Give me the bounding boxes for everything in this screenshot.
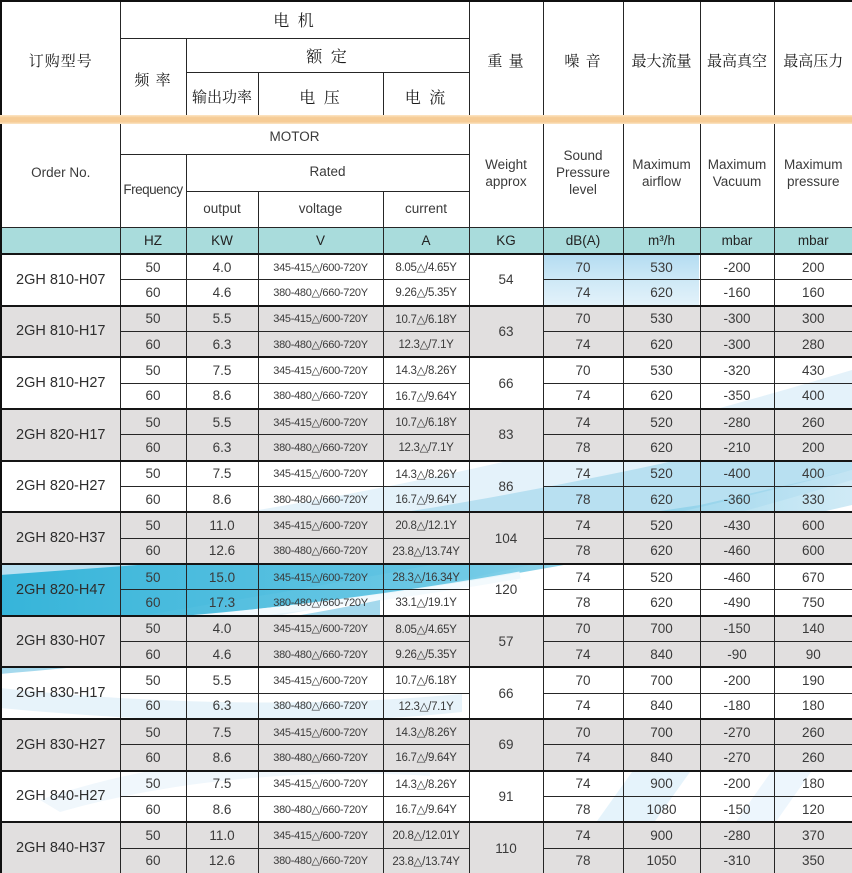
cell-model: 2GH 810-H27 [1,357,120,409]
cell-voltage: 380-480△/660-720Y [258,745,383,771]
header-voltage-cn: 电 压 [258,72,383,120]
cell-model: 2GH 820-H37 [1,512,120,564]
cell-airflow: 840 [623,693,700,719]
cell-weight: 110 [469,822,543,873]
cell-noise: 74 [543,383,623,409]
cell-weight: 66 [469,667,543,719]
cell-airflow: 1050 [623,848,700,873]
cell-noise: 74 [543,564,623,590]
cell-airflow: 530 [623,357,700,383]
cell-model: 2GH 820-H47 [1,564,120,616]
header-output-en: output [186,191,258,227]
cell-noise: 78 [543,848,623,873]
cell-voltage: 380-480△/660-720Y [258,486,383,512]
cell-airflow: 620 [623,486,700,512]
cell-airflow: 700 [623,719,700,745]
table-row [1,616,852,642]
cell-pressure: 260 [774,409,852,435]
cell-airflow: 900 [623,822,700,848]
cell-output: 8.6 [186,796,258,822]
cell-noise: 78 [543,796,623,822]
cell-current: 14.3△/8.26Y [383,461,469,487]
cell-frequency: 60 [120,590,186,616]
cell-noise: 78 [543,538,623,564]
cell-frequency: 60 [120,796,186,822]
cell-voltage: 345-415△/600-720Y [258,564,383,590]
cell-airflow: 620 [623,280,700,306]
cell-noise: 74 [543,409,623,435]
cell-current: 8.05△/4.65Y [383,254,469,280]
cell-noise: 70 [543,719,623,745]
cell-model: 2GH 810-H17 [1,306,120,358]
cell-vacuum: -210 [700,435,774,461]
cell-output: 8.6 [186,745,258,771]
cell-current: 14.3△/8.26Y [383,719,469,745]
cell-vacuum: -200 [700,667,774,693]
cell-vacuum: -270 [700,719,774,745]
cell-vacuum: -270 [700,745,774,771]
unit-vacuum: mbar [700,227,774,254]
cell-voltage: 345-415△/600-720Y [258,719,383,745]
cell-airflow: 700 [623,667,700,693]
cell-pressure: 260 [774,719,852,745]
table-row [1,461,852,487]
cell-pressure: 200 [774,254,852,280]
cell-vacuum: -150 [700,616,774,642]
cell-vacuum: -360 [700,486,774,512]
cell-voltage: 345-415△/600-720Y [258,254,383,280]
cell-vacuum: -300 [700,331,774,357]
cell-airflow: 620 [623,590,700,616]
cell-voltage: 380-480△/660-720Y [258,848,383,873]
cell-output: 7.5 [186,719,258,745]
cell-noise: 78 [543,435,623,461]
cell-frequency: 60 [120,280,186,306]
cell-voltage: 380-480△/660-720Y [258,796,383,822]
cell-airflow: 520 [623,461,700,487]
cell-vacuum: -310 [700,848,774,873]
cell-vacuum: -350 [700,383,774,409]
cell-vacuum: -150 [700,796,774,822]
cell-vacuum: -430 [700,512,774,538]
cell-current: 10.7△/6.18Y [383,667,469,693]
cell-pressure: 90 [774,641,852,667]
header-noise-en: Sound Pressure level [543,120,623,227]
header-airflow-en: Maximum airflow [623,120,700,227]
cell-voltage: 345-415△/600-720Y [258,357,383,383]
table-row [1,848,852,873]
table-row [1,771,852,797]
cell-current: 9.26△/5.35Y [383,641,469,667]
cell-noise: 78 [543,590,623,616]
cell-output: 4.0 [186,616,258,642]
cell-output: 7.5 [186,357,258,383]
cell-vacuum: -320 [700,357,774,383]
cell-frequency: 50 [120,667,186,693]
cell-pressure: 750 [774,590,852,616]
cell-frequency: 60 [120,383,186,409]
table-row [1,641,852,667]
cell-noise: 70 [543,667,623,693]
cell-output: 12.6 [186,848,258,873]
cell-current: 10.7△/6.18Y [383,306,469,332]
cell-airflow: 620 [623,538,700,564]
cell-frequency: 50 [120,461,186,487]
cell-pressure: 430 [774,357,852,383]
cell-current: 12.3△/7.1Y [383,693,469,719]
cell-noise: 78 [543,486,623,512]
cell-current: 14.3△/8.26Y [383,357,469,383]
cell-weight: 83 [469,409,543,461]
cell-airflow: 520 [623,512,700,538]
cell-airflow: 700 [623,616,700,642]
cell-voltage: 345-415△/600-720Y [258,667,383,693]
cell-voltage: 380-480△/660-720Y [258,693,383,719]
cell-pressure: 260 [774,745,852,771]
cell-output: 6.3 [186,435,258,461]
cell-voltage: 345-415△/600-720Y [258,771,383,797]
cell-output: 6.3 [186,693,258,719]
cell-current: 14.3△/8.26Y [383,771,469,797]
table-row [1,693,852,719]
cell-noise: 74 [543,693,623,719]
header-pressure-en: Maximum pressure [774,120,852,227]
table-row [1,745,852,771]
cell-frequency: 50 [120,409,186,435]
table-row [1,331,852,357]
cell-output: 17.3 [186,590,258,616]
table-row [1,254,852,280]
cell-vacuum: -400 [700,461,774,487]
cell-noise: 74 [543,822,623,848]
cell-output: 4.6 [186,641,258,667]
cell-pressure: 180 [774,693,852,719]
cell-current: 9.26△/5.35Y [383,280,469,306]
cell-output: 12.6 [186,538,258,564]
unit-order [1,227,120,254]
cell-current: 23.8△/13.74Y [383,848,469,873]
table-row [1,822,852,848]
cell-vacuum: -460 [700,564,774,590]
cell-noise: 70 [543,357,623,383]
cell-frequency: 60 [120,693,186,719]
cell-current: 16.7△/9.64Y [383,745,469,771]
cell-frequency: 50 [120,616,186,642]
cell-model: 2GH 840-H37 [1,822,120,873]
unit-noise: dB(A) [543,227,623,254]
cell-noise: 74 [543,641,623,667]
cell-noise: 74 [543,331,623,357]
cell-vacuum: -490 [700,590,774,616]
cell-current: 33.1△/19.1Y [383,590,469,616]
cell-current: 20.8△/12.1Y [383,512,469,538]
cell-frequency: 60 [120,745,186,771]
table-row [1,357,852,383]
table-row [1,306,852,332]
cell-voltage: 345-415△/600-720Y [258,306,383,332]
cell-output: 11.0 [186,822,258,848]
cell-pressure: 600 [774,512,852,538]
header-current-cn: 电 流 [383,72,469,120]
cell-noise: 74 [543,771,623,797]
cell-vacuum: -460 [700,538,774,564]
table-row [1,409,852,435]
cell-airflow: 840 [623,641,700,667]
cell-model: 2GH 830-H07 [1,616,120,668]
unit-airflow: m³/h [623,227,700,254]
cell-output: 11.0 [186,512,258,538]
cell-voltage: 380-480△/660-720Y [258,280,383,306]
unit-pressure: mbar [774,227,852,254]
cell-weight: 66 [469,357,543,409]
table-row [1,512,852,538]
cell-frequency: 60 [120,331,186,357]
cell-output: 8.6 [186,383,258,409]
cell-frequency: 60 [120,848,186,873]
cell-pressure: 280 [774,331,852,357]
cell-model: 2GH 830-H17 [1,667,120,719]
cell-pressure: 200 [774,435,852,461]
cell-frequency: 50 [120,771,186,797]
table-row [1,564,852,590]
cell-frequency: 50 [120,254,186,280]
cell-weight: 54 [469,254,543,306]
cell-airflow: 530 [623,306,700,332]
cell-output: 7.5 [186,771,258,797]
cell-airflow: 520 [623,564,700,590]
unit-frequency: HZ [120,227,186,254]
cell-vacuum: -160 [700,280,774,306]
cell-vacuum: -280 [700,822,774,848]
cell-pressure: 400 [774,383,852,409]
header-weight-cn: 重 量 [469,1,543,120]
cell-frequency: 50 [120,719,186,745]
cell-frequency: 50 [120,306,186,332]
cell-voltage: 345-415△/600-720Y [258,822,383,848]
cell-current: 16.7△/9.64Y [383,383,469,409]
cell-model: 2GH 840-H27 [1,771,120,823]
cell-current: 10.7△/6.18Y [383,409,469,435]
table-row [1,486,852,512]
cell-airflow: 520 [623,409,700,435]
cell-current: 16.7△/9.64Y [383,796,469,822]
header-noise-cn: 噪 音 [543,1,623,120]
cell-pressure: 180 [774,771,852,797]
cell-voltage: 345-415△/600-720Y [258,616,383,642]
cell-frequency: 50 [120,822,186,848]
cell-current: 16.7△/9.64Y [383,486,469,512]
cell-voltage: 380-480△/660-720Y [258,435,383,461]
cell-output: 5.5 [186,306,258,332]
cell-frequency: 60 [120,641,186,667]
table-row [1,590,852,616]
cell-vacuum: -90 [700,641,774,667]
cell-pressure: 370 [774,822,852,848]
cell-weight: 120 [469,564,543,616]
cell-vacuum: -200 [700,771,774,797]
cell-pressure: 300 [774,306,852,332]
header-rated-en: Rated [186,154,469,191]
cell-airflow: 620 [623,383,700,409]
cell-voltage: 345-415△/600-720Y [258,512,383,538]
cell-voltage: 380-480△/660-720Y [258,538,383,564]
unit-current: A [383,227,469,254]
cell-pressure: 600 [774,538,852,564]
unit-output: KW [186,227,258,254]
cell-model: 2GH 820-H27 [1,461,120,513]
cell-current: 23.8△/13.74Y [383,538,469,564]
cell-model: 2GH 810-H07 [1,254,120,306]
cell-pressure: 670 [774,564,852,590]
cell-noise: 74 [543,512,623,538]
cell-current: 28.3△/16.34Y [383,564,469,590]
table-row [1,796,852,822]
header-airflow-cn: 最大流量 [623,1,700,120]
table-row [1,667,852,693]
table-row [1,383,852,409]
cell-airflow: 900 [623,771,700,797]
header-current-en: current [383,191,469,227]
cell-current: 8.05△/4.65Y [383,616,469,642]
cell-vacuum: -180 [700,693,774,719]
header-motor-en: MOTOR [120,120,469,154]
cell-pressure: 400 [774,461,852,487]
cell-airflow: 1080 [623,796,700,822]
cell-voltage: 345-415△/600-720Y [258,409,383,435]
cell-noise: 70 [543,616,623,642]
table-row [1,538,852,564]
cell-output: 5.5 [186,409,258,435]
header-order-no-en: Order No. [1,120,120,227]
section-divider-band [0,115,852,124]
cell-pressure: 330 [774,486,852,512]
cell-output: 4.0 [186,254,258,280]
cell-output: 7.5 [186,461,258,487]
cell-output: 6.3 [186,331,258,357]
cell-pressure: 120 [774,796,852,822]
cell-model: 2GH 820-H17 [1,409,120,461]
header-frequency-cn: 频 率 [120,38,186,120]
header-motor-cn: 电 机 [120,1,469,38]
header-pressure-cn: 最高压力 [774,1,852,120]
header-frequency-en: Frequency [120,154,186,227]
cell-voltage: 380-480△/660-720Y [258,383,383,409]
cell-airflow: 530 [623,254,700,280]
cell-pressure: 350 [774,848,852,873]
cell-frequency: 60 [120,486,186,512]
cell-weight: 86 [469,461,543,513]
header-rated-cn: 额 定 [186,38,469,72]
cell-noise: 74 [543,280,623,306]
cell-vacuum: -200 [700,254,774,280]
cell-voltage: 380-480△/660-720Y [258,641,383,667]
cell-output: 5.5 [186,667,258,693]
cell-voltage: 380-480△/660-720Y [258,590,383,616]
cell-current: 20.8△/12.01Y [383,822,469,848]
cell-frequency: 50 [120,564,186,590]
cell-airflow: 840 [623,745,700,771]
cell-noise: 70 [543,254,623,280]
cell-output: 15.0 [186,564,258,590]
cell-frequency: 50 [120,512,186,538]
cell-current: 12.3△/7.1Y [383,435,469,461]
cell-noise: 74 [543,461,623,487]
header-order-no-cn: 订购型号 [1,1,120,120]
table-row [1,435,852,461]
cell-output: 4.6 [186,280,258,306]
cell-frequency: 50 [120,357,186,383]
cell-weight: 57 [469,616,543,668]
cell-vacuum: -300 [700,306,774,332]
cell-output: 8.6 [186,486,258,512]
cell-current: 12.3△/7.1Y [383,331,469,357]
cell-voltage: 345-415△/600-720Y [258,461,383,487]
header-vacuum-cn: 最高真空 [700,1,774,120]
cell-weight: 104 [469,512,543,564]
unit-weight: KG [469,227,543,254]
unit-voltage: V [258,227,383,254]
cell-airflow: 620 [623,435,700,461]
cell-noise: 70 [543,306,623,332]
cell-noise: 74 [543,745,623,771]
cell-weight: 63 [469,306,543,358]
cell-voltage: 380-480△/660-720Y [258,331,383,357]
header-weight-en: Weight approx [469,120,543,227]
header-output-cn: 输出功率 [186,72,258,120]
cell-weight: 69 [469,719,543,771]
cell-pressure: 160 [774,280,852,306]
table-row [1,719,852,745]
cell-pressure: 140 [774,616,852,642]
cell-weight: 91 [469,771,543,823]
cell-vacuum: -280 [700,409,774,435]
cell-pressure: 190 [774,667,852,693]
header-vacuum-en: Maximum Vacuum [700,120,774,227]
table-row [1,280,852,306]
cell-model: 2GH 830-H27 [1,719,120,771]
cell-airflow: 620 [623,331,700,357]
cell-frequency: 60 [120,538,186,564]
cell-frequency: 60 [120,435,186,461]
header-voltage-en: voltage [258,191,383,227]
